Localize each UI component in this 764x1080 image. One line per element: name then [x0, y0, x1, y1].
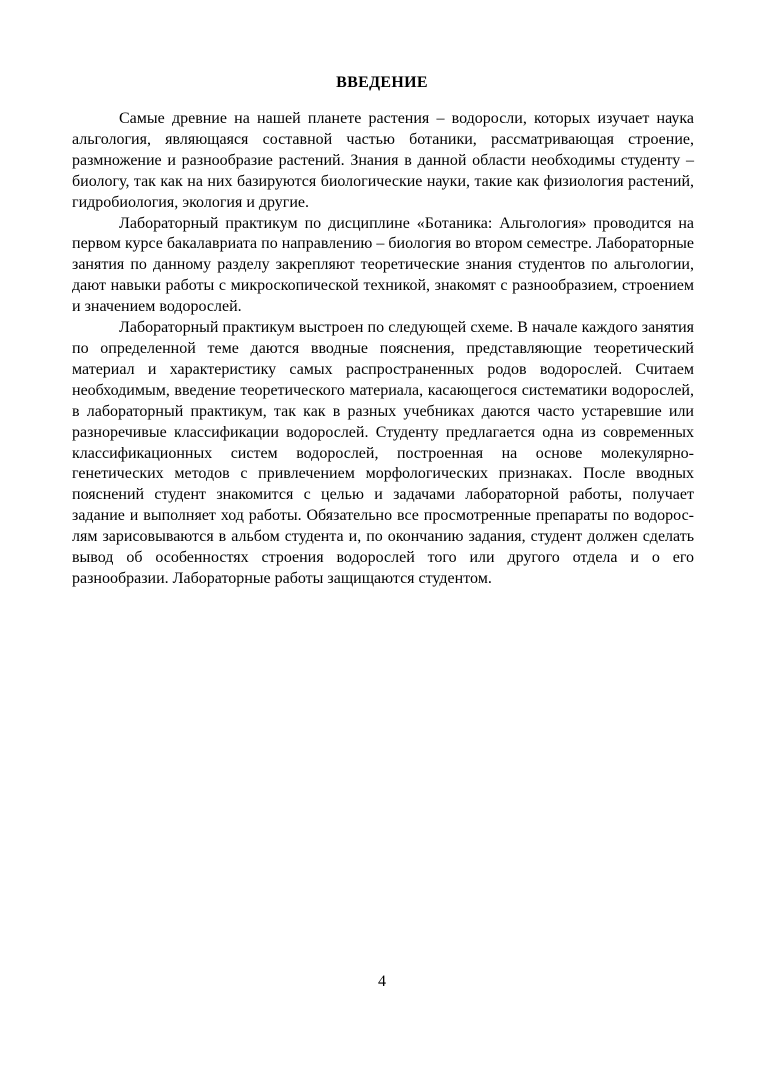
section-title: ВВЕДЕНИЕ [336, 74, 428, 91]
body-text [72, 109, 694, 590]
page-number: 4 [378, 973, 386, 990]
paragraph-practicum: Лабораторный практикум по дисциплине «Ботаника: Альгология» проводится на первом курсе бакалавриата по направлению – биология во втором семестре. Лабораторные занятия по данному разделу закрепляют теоретические знания студентов по альгологии, дают навыки работы с микроскопической техникой, знакомят с разнообразием, строением и значением водорослей. [72, 214, 694, 316]
paragraph-intro: Самые древние на нашей планете растения – водоросли, которых изучает наука альгология, являющаяся составной частью ботаники, рассматривающая строение, размножение и разнообразие растений. Знания в данной области необходимы студенту – биологу, так как на них базируются биологические науки, такие как физиология растений, гидробиология, экология и другие. [72, 110, 694, 211]
paragraph-scheme: Лабораторный практикум выстроен по следующей схеме. В начале каждого занятия по определенной теме даются вводные пояснения, представляющие теоретический материал и характеристику самых распространенных родов водорослей. Считаем необходимым, введение теоретического материала, касающегося систематики водорослей, в лабораторный практикум, так как в разных учебниках даются часто устаревшие или разноречивые классификации водорослей. Студенту предлагается одна из современных классификационных систем водорослей, построенная на основе молекулярно-генетических методов с привлечением морфологических признаках. После вводных пояснений студент знакомится с целью и задачами лабораторной работы, получает задание и выполняет ход работы. Обязательно все просмотренные препараты по водорослям зарисовываются в альбом студента и, по окончанию задания, студент должен сделать вывод об особенностях строения водорослей того или другого отдела и о его разнообразии. Лабораторные работы защищаются студентом. [72, 319, 694, 587]
